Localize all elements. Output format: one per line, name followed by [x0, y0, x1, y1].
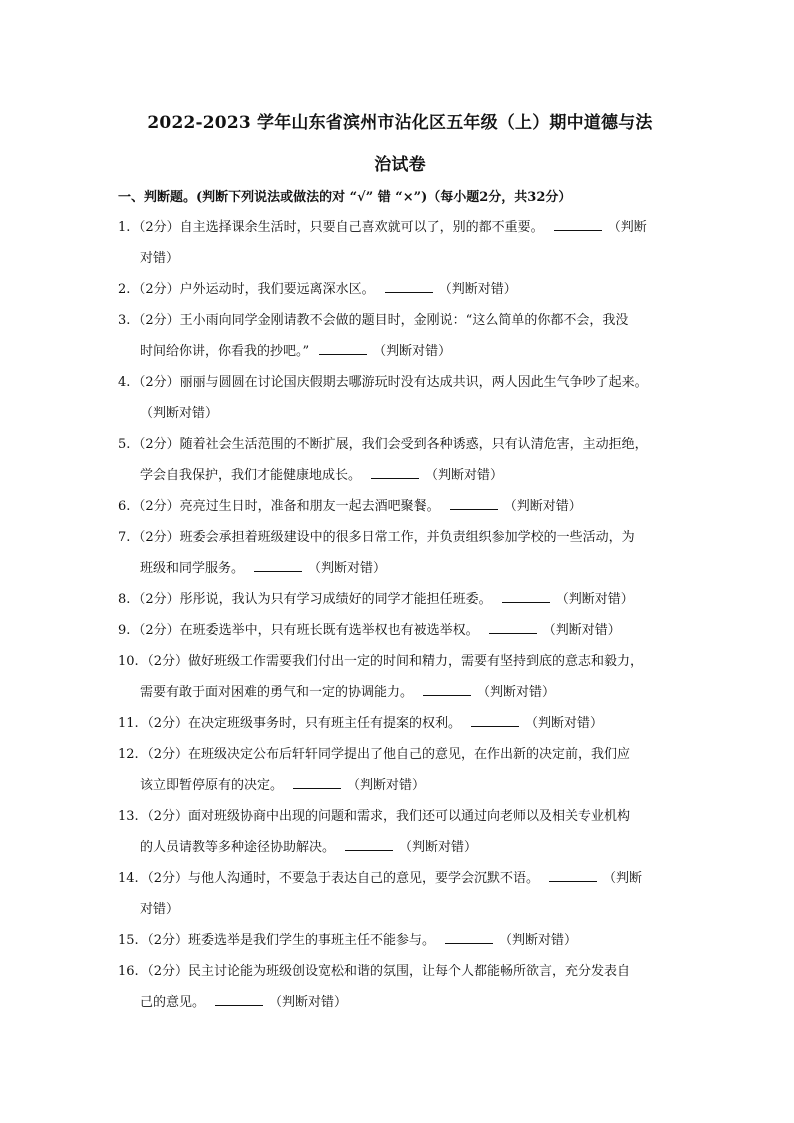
- question-item: [118, 367, 678, 429]
- section-heading: 一、判断题。(判断下列说法或做法的对 “√” 错 “×”)（每小题2分，共32分）: [118, 190, 572, 205]
- question-item: [118, 708, 678, 739]
- question-text: 班级和同学服务。: [140, 561, 245, 576]
- question-number: 5.: [118, 437, 131, 452]
- question-text: 的人员请教等多种途径协助解决。: [140, 840, 336, 855]
- question-text: （2分）丽丽与圆圆在讨论国庆假期去哪游玩时没有达成共识，两人因此生气争吵了起来。: [132, 375, 648, 390]
- question-number: 15.: [118, 933, 139, 948]
- question-number: 11.: [118, 716, 139, 731]
- question-text: （2分）民主讨论能为班级创设宽松和谐的氛围，让每个人都能畅所欲言，充分发表自: [140, 964, 630, 979]
- exam-title-line-2: 治试卷: [374, 155, 426, 175]
- answer-blank[interactable]: [423, 681, 471, 696]
- question-text: （2分）户外运动时，我们要远离深水区。: [132, 282, 375, 297]
- answer-blank[interactable]: [502, 588, 550, 603]
- answer-blank[interactable]: [345, 836, 393, 851]
- judge-hint: （判断对错）: [308, 561, 387, 576]
- judge-hint: （判断对错）: [503, 499, 582, 514]
- judge-hint: （判断对错）: [269, 995, 348, 1010]
- question-number: 7.: [118, 530, 131, 545]
- judge-hint: （判断对错）: [555, 592, 634, 607]
- judge-hint: （判断对错）: [477, 685, 556, 700]
- question-number: 8.: [118, 592, 131, 607]
- answer-blank[interactable]: [319, 340, 367, 355]
- question-item: [118, 925, 678, 956]
- answer-blank[interactable]: [450, 495, 498, 510]
- answer-blank[interactable]: [554, 216, 602, 231]
- question-text: （2分）彤彤说，我认为只有学习成绩好的同学才能担任班委。: [132, 592, 492, 607]
- question-item: [118, 801, 678, 863]
- question-text: （2分）亮亮过生日时，准备和朋友一起去酒吧聚餐。: [132, 499, 440, 514]
- question-text: （2分）自主选择课余生活时，只要自己喜欢就可以了，别的都不重要。: [132, 220, 544, 235]
- question-number: 2.: [118, 282, 131, 297]
- answer-blank[interactable]: [293, 774, 341, 789]
- exam-title-line-1: 2022-2023 学年山东省滨州市沾化区五年级（上）期中道德与法: [147, 113, 653, 133]
- judge-hint: （判断对错）: [347, 778, 426, 793]
- question-item: [118, 429, 678, 491]
- question-text: （2分）随着社会生活范围的不断扩展，我们会受到各种诱惑，只有认清危害，主动拒绝，: [132, 437, 648, 452]
- answer-blank[interactable]: [371, 464, 419, 479]
- question-text: （2分）王小雨向同学金刚请教不会做的题目时，金刚说：“这么简单的你都不会，我没: [132, 313, 629, 328]
- question-item: [118, 584, 678, 615]
- question-text: 对错）: [140, 902, 180, 917]
- question-item: [118, 212, 678, 274]
- question-text: （2分）在班级决定公布后轩轩同学提出了他自己的意见，在作出新的决定前，我们应: [140, 747, 630, 762]
- judge-hint: （判断对错）: [399, 840, 478, 855]
- question-item: [118, 956, 678, 1018]
- question-item: [118, 522, 678, 584]
- judge-hint: （判断对错）: [498, 933, 577, 948]
- judge-hint: （判断对错）: [438, 282, 517, 297]
- question-list: [118, 212, 678, 1018]
- question-text: （2分）在班委选举中，只有班长既有选举权也有被选举权。: [132, 623, 479, 638]
- answer-blank[interactable]: [471, 712, 519, 727]
- question-text-continued: [118, 336, 678, 367]
- question-number: 10.: [118, 654, 139, 669]
- question-item: [118, 739, 678, 801]
- judge-hint: （判断: [607, 220, 647, 235]
- question-text: 学会自我保护，我们才能健康地成长。: [140, 468, 362, 483]
- question-text-continued: [118, 987, 678, 1018]
- question-text-continued: [118, 832, 678, 863]
- answer-blank[interactable]: [254, 557, 302, 572]
- question-number: 13.: [118, 809, 139, 824]
- answer-blank[interactable]: [549, 867, 597, 882]
- question-number: 1.: [118, 220, 131, 235]
- answer-blank[interactable]: [445, 929, 493, 944]
- question-item: [118, 491, 678, 522]
- judge-hint: （判断对错）: [524, 716, 603, 731]
- question-text: 需要有敢于面对困难的勇气和一定的协调能力。: [140, 685, 414, 700]
- judge-hint: （判断对错）: [542, 623, 621, 638]
- question-number: 6.: [118, 499, 131, 514]
- question-text: （2分）在决定班级事务时，只有班主任有提案的权利。: [140, 716, 461, 731]
- question-item: [118, 615, 678, 646]
- answer-blank[interactable]: [215, 991, 263, 1006]
- answer-blank[interactable]: [385, 278, 433, 293]
- question-number: 3.: [118, 313, 131, 328]
- question-text: （2分）面对班级协商中出现的问题和需求，我们还可以通过向老师以及相关专业机构: [140, 809, 630, 824]
- question-text-continued: [118, 770, 678, 801]
- question-item: [118, 863, 678, 925]
- question-text: 该立即暂停原有的决定。: [140, 778, 284, 793]
- judge-hint: （判断对错）: [373, 344, 452, 359]
- question-number: 9.: [118, 623, 131, 638]
- question-text-continued: [118, 460, 678, 491]
- question-number: 16.: [118, 964, 139, 979]
- question-number: 4.: [118, 375, 131, 390]
- question-item: [118, 646, 678, 708]
- question-text: （2分）做好班级工作需要我们付出一定的时间和精力，需要有坚持到底的意志和毅力，: [140, 654, 643, 669]
- question-item: [118, 305, 678, 367]
- judge-hint: （判断对错）: [425, 468, 504, 483]
- question-text-continued: [118, 553, 678, 584]
- question-text-continued: [118, 243, 678, 274]
- question-text: （2分）班委会承担着班级建设中的很多日常工作，并负责组织参加学校的一些活动，为: [132, 530, 635, 545]
- question-text: 时间给你讲，你看我的抄吧。”: [140, 344, 310, 359]
- judge-hint: （判断: [602, 871, 642, 886]
- question-text: （2分）班委选举是我们学生的事班主任不能参与。: [140, 933, 435, 948]
- question-text: （判断对错）: [140, 406, 219, 421]
- question-text-continued: [118, 677, 678, 708]
- question-text-continued: [118, 894, 678, 925]
- question-number: 14.: [118, 871, 139, 886]
- question-text: （2分）与他人沟通时，不要急于表达自己的意见，要学会沉默不语。: [140, 871, 539, 886]
- answer-blank[interactable]: [489, 619, 537, 634]
- question-text: 对错）: [140, 251, 180, 266]
- question-text: 己的意见。: [140, 995, 206, 1010]
- question-text-continued: [118, 398, 678, 429]
- question-item: [118, 274, 678, 305]
- question-number: 12.: [118, 747, 139, 762]
